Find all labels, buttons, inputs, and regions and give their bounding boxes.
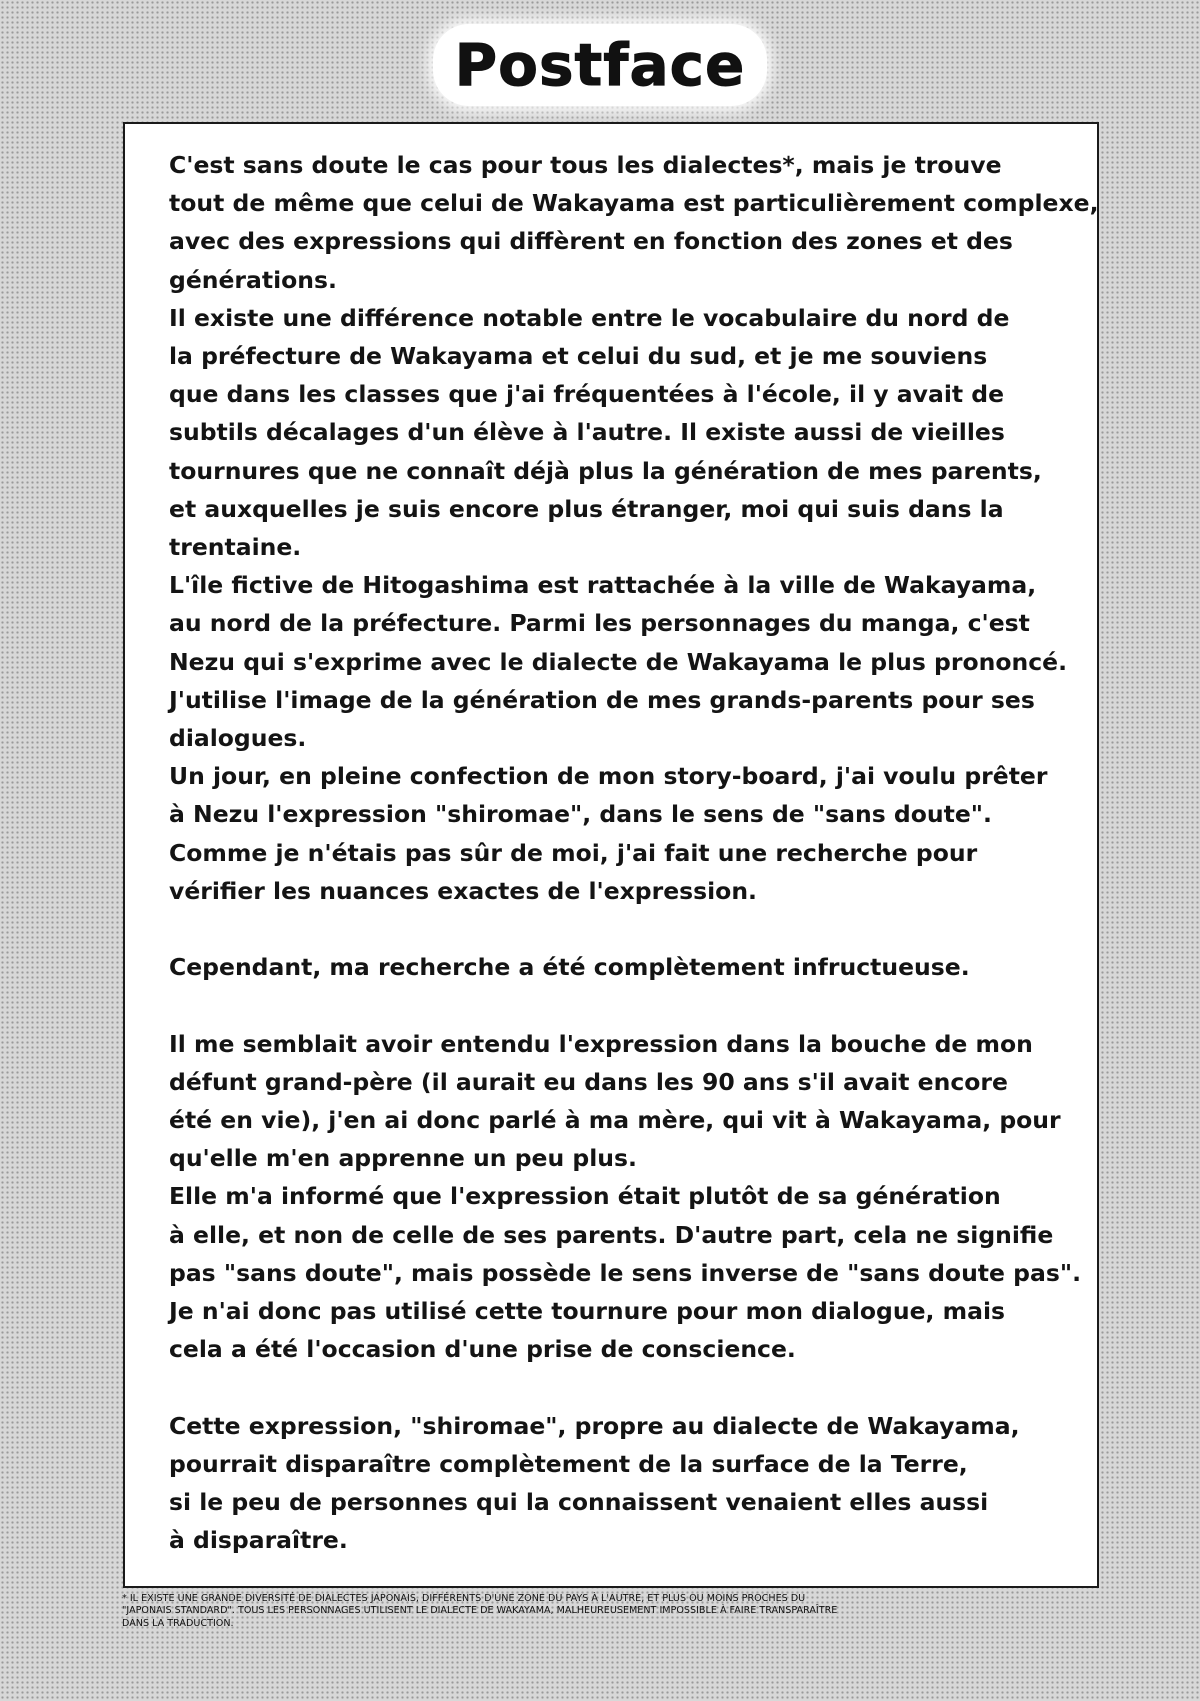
text-line: vérifier les nuances exactes de l'expression. [169,876,757,905]
text-line: Cependant, ma recherche a été complètement infructueuse. [169,953,970,982]
paragraph-8 [169,1407,1074,1560]
text-line: pas "sans doute", mais possède le sens inverse de "sans doute pas". [169,1258,1082,1287]
text-line: Il existe une différence notable entre le vocabulaire du nord de [169,303,1010,332]
text-line: subtils décalages d'un élève à l'autre. Il existe aussi de vieilles [169,418,1005,447]
text-line: dialogues. [169,724,307,753]
paragraph-6 [169,1025,1074,1178]
paragraph-5 [169,948,1074,1024]
paragraph-2 [169,299,1074,566]
text-line: L'île fictive de Hitogashima est rattachée à la ville de Wakayama, [169,571,1037,600]
text-line: au nord de la préfecture. Parmi les personnages du manga, c'est [169,609,1030,638]
text-line: Cette expression, "shiromae", propre au dialecte de Wakayama, [169,1411,1020,1440]
paragraph-gap [169,1368,1074,1406]
text-line: Je n'ai donc pas utilisé cette tournure pour mon dialogue, mais [169,1297,1006,1326]
text-line: cela a été l'occasion d'une prise de conscience. [169,1335,796,1364]
footnote-line: "JAPONAIS STANDARD". TOUS LES PERSONNAGES UTILISENT LE DIALECTE DE WAKAYAMA, MALHEUREUSEMENT IMPOSSIBLE À FAIRE TRANSPARAÎTRE [122,1605,838,1617]
text-line: Comme je n'étais pas sûr de moi, j'ai fait une recherche pour [169,838,978,867]
postface-body [169,146,1099,1559]
paragraph-1 [169,146,1099,299]
paragraph-7 [169,1177,1082,1406]
page-title: Postface [439,30,762,100]
text-line: la préfecture de Wakayama et celui du sud, et je me souviens [169,342,988,371]
text-line: qu'elle m'en apprenne un peu plus. [169,1144,637,1173]
text-line: que dans les classes que j'ai fréquentées à l'école, il y avait de [169,380,1005,409]
text-line: C'est sans doute le cas pour tous les dialectes*, mais je trouve [169,151,1002,179]
text-line: générations. [169,265,337,294]
footnote-line: DANS LA TRADUCTION. [122,1617,234,1629]
paragraph-gap [169,910,1074,948]
footnote-line: * IL EXISTE UNE GRANDE DIVERSITÉ DE DIALECTES JAPONAIS, DIFFÉRENTS D'UNE ZONE DU PAYS À L'AUTRE, ET PLUS OU MOINS PROCHES DU [122,1593,806,1604]
text-line: à Nezu l'expression "shiromae", dans le sens de "sans doute". [169,800,992,829]
paragraph-gap [169,986,1074,1024]
text-panel [123,122,1099,1588]
text-line: et auxquelles je suis encore plus étranger, moi qui suis dans la [169,494,1004,523]
footnote [122,1593,1097,1630]
text-line: Nezu qui s'exprime avec le dialecte de Wakayama le plus prononcé. [169,647,1068,676]
paragraph-4 [169,757,1074,948]
text-line: Un jour, en pleine confection de mon story-board, j'ai voulu prêter [169,762,1048,791]
text-line: tournures que ne connaît déjà plus la génération de mes parents, [169,456,1042,485]
text-line: si le peu de personnes qui la connaissent venaient elles aussi [169,1488,989,1517]
text-line: été en vie), j'en ai donc parlé à ma mère, qui vit à Wakayama, pour [169,1106,1061,1135]
paragraph-3 [169,566,1074,757]
text-line: Elle m'a informé que l'expression était plutôt de sa génération [169,1182,1001,1211]
text-line: Il me semblait avoir entendu l'expression dans la bouche de mon [169,1029,1033,1058]
text-line: à elle, et non de celle de ses parents. D'autre part, cela ne signifie [169,1220,1054,1249]
text-line: à disparaître. [169,1526,348,1555]
title-area [0,30,1200,100]
text-line: défunt grand-père (il aurait eu dans les 90 ans s'il avait encore [169,1067,1008,1096]
text-line: trentaine. [169,533,302,562]
text-line: tout de même que celui de Wakayama est particulièrement complexe, [169,189,1099,218]
text-line: pourrait disparaître complètement de la surface de la Terre, [169,1449,968,1478]
text-line: J'utilise l'image de la génération de mes grands-parents pour ses [169,685,1035,714]
text-line: avec des expressions qui diffèrent en fonction des zones et des [169,227,1013,256]
